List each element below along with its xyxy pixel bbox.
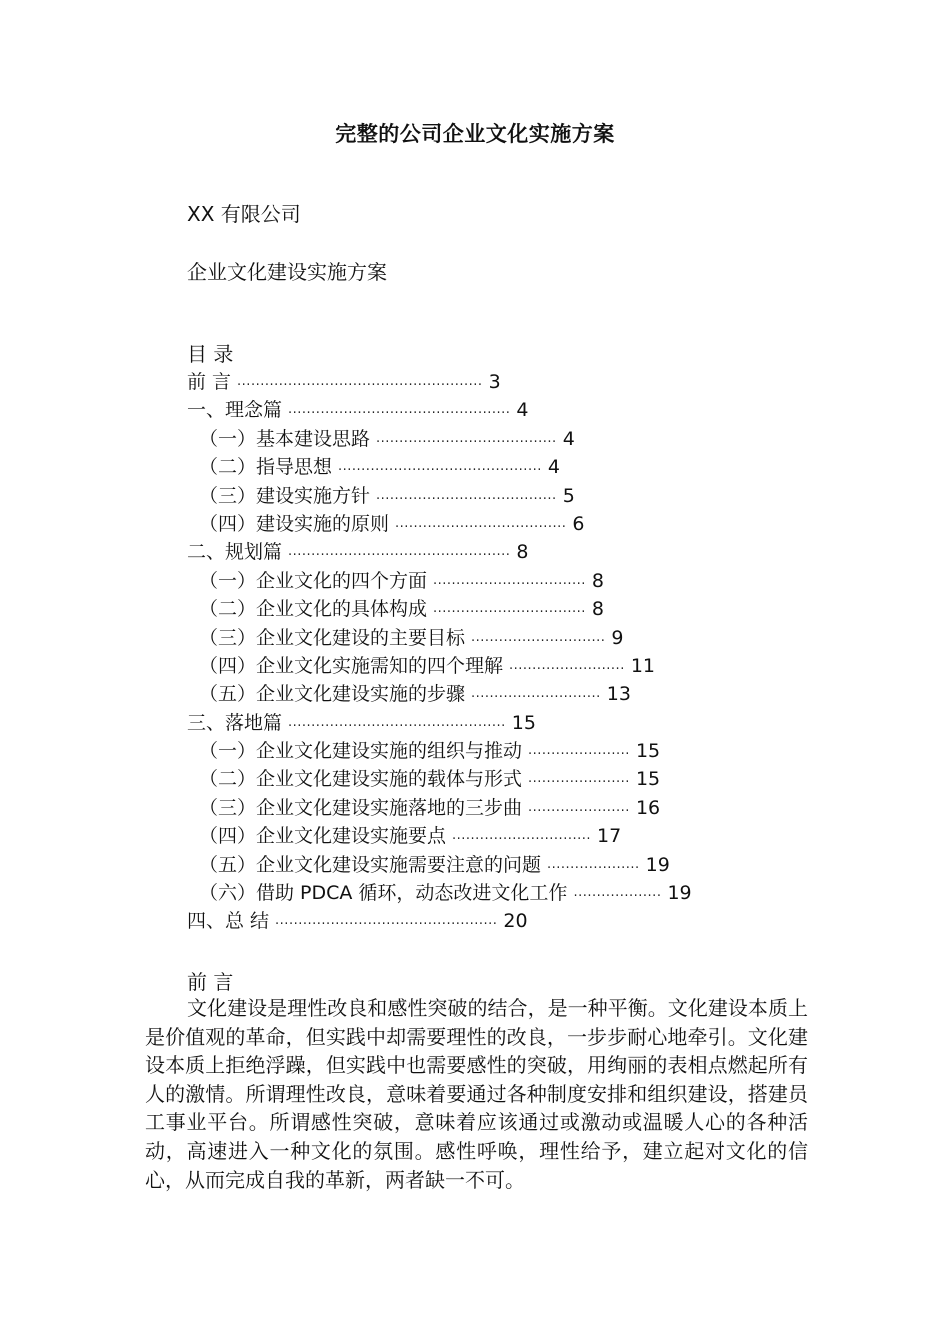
toc-entry-page: 5 [562,484,575,507]
toc-entry-page: 15 [635,768,661,791]
toc-entry-page: 8 [591,569,604,592]
toc-entry[interactable] [187,425,807,453]
document-subtitle: 企业文化建设实施方案 [187,260,387,284]
toc-entry-label: （四）建设实施的原则 [199,512,390,535]
toc-entry-label: （六）借助 PDCA 循环，动态改进文化工作 [199,882,568,905]
toc-entry-page: 8 [516,541,529,564]
toc-entry-page: 17 [597,825,622,848]
toc-entry[interactable] [187,709,807,737]
toc-entry[interactable] [187,822,807,850]
toc-entry-page: 4 [547,456,560,479]
toc-leader-dots: ..................................................... [237,374,483,389]
toc-entry[interactable] [187,737,807,765]
document-title: 完整的公司企业文化实施方案 [335,122,615,146]
toc-leader-dots: .................... [547,856,640,872]
toc-entry[interactable] [187,765,807,793]
toc-leader-dots: ............................................ [338,459,542,475]
toc-entry[interactable] [187,595,807,623]
toc-entry[interactable] [187,396,807,424]
toc-leader-dots: ....................................... [376,487,557,503]
toc-entry-page: 4 [516,399,529,422]
toc-entry-label: （三）企业文化建设的主要目标 [199,626,466,649]
toc-leader-dots: ................................. [433,572,586,588]
toc-leader-dots: ................................................ [288,402,511,418]
toc-entry-page: 15 [635,740,661,763]
toc-leader-dots: ................................................ [275,913,498,929]
toc-entry[interactable] [187,680,807,708]
toc-entry[interactable] [187,482,807,510]
toc-leader-dots: ............................ [471,686,601,702]
toc-entry-label: 前 言 [187,371,232,393]
toc-leader-dots: .............................. [452,828,591,844]
toc-entry-page: 11 [630,654,656,677]
toc-entry-page: 19 [667,882,692,905]
toc-entry-page: 8 [591,598,604,621]
toc-entry-label: 一、理念篇 [187,399,283,422]
toc-entry-page: 9 [611,626,624,649]
toc-entry-label: （二）指导思想 [199,456,333,479]
toc-entry-page: 16 [635,796,661,819]
toc-leader-dots: ................................. [433,601,586,617]
toc-leader-dots: ....................................... [376,430,557,446]
toc-entry-label: （五）企业文化建设实施需要注意的问题 [199,853,542,876]
toc-entry-label: （二）企业文化的具体构成 [199,598,428,621]
toc-leader-dots: ...................... [528,799,630,815]
toc-entry-page: 4 [562,427,575,450]
toc-leader-dots: ................................................ [288,544,511,560]
toc-leader-dots: ..................................... [395,515,567,531]
toc-entry-label: （四）企业文化实施需知的四个理解 [199,654,504,677]
toc-entry-label: （一）企业文化的四个方面 [199,569,428,592]
toc-entry[interactable] [187,538,807,566]
toc-entry-label: （五）企业文化建设实施的步骤 [199,683,466,706]
table-of-contents [187,340,807,936]
toc-entry[interactable] [187,907,807,935]
toc-entry-page: 19 [645,853,670,876]
toc-entry[interactable] [187,879,807,907]
toc-entry-label: 二、规划篇 [187,541,283,564]
company-name: XX 有限公司 [187,202,301,226]
toc-leader-dots: ......................... [509,657,625,673]
toc-entry-label: （二）企业文化建设实施的载体与形式 [199,768,523,791]
toc-leader-dots: ............................................... [288,714,506,730]
toc-leader-dots: ................... [573,885,662,901]
preface-heading: 前 言 [187,970,234,994]
toc-entry-label: （三）建设实施方针 [199,484,371,507]
toc-entry[interactable] [187,624,807,652]
toc-entry-page: 15 [511,711,536,734]
toc-entry[interactable] [187,794,807,822]
toc-entry-page: 6 [572,512,585,535]
toc-leader-dots: ...................... [528,743,630,759]
toc-entry-label: （一）基本建设思路 [199,427,371,450]
toc-entry-label: （三）企业文化建设实施落地的三步曲 [199,796,523,819]
toc-entry[interactable] [187,453,807,481]
toc-entry[interactable] [187,368,807,396]
toc-entry-page: 13 [606,683,631,706]
toc-entry-page: 20 [503,910,528,933]
toc-entry[interactable] [187,510,807,538]
toc-entry-label: 三、落地篇 [187,711,283,734]
preface-body: 文化建设是理性改良和感性突破的结合，是一种平衡。文化建设本质上是价值观的革命，但实践中却需要理性的改良，一步步耐心地牵引。文化建设本质上拒绝浮躁，但实践中也需要感性的突破，用绚丽的表相点燃起所有人的激情。所谓理性改良，意味着要通过各种制度安排和组织建设，搭建员工事业平台。所谓感性突破，意味着应该通过或激动或温暖人心的各种活动，高速进入一种文化的氛围。感性呼唤，理性给予，建立起对文化的信心，从而完成自我的革新，两者缺一不可。 [145,996,808,1192]
toc-entry[interactable] [187,567,807,595]
toc-list [187,368,807,936]
toc-entry-label: （一）企业文化建设实施的组织与推动 [199,740,523,763]
toc-leader-dots: ............................. [471,629,606,645]
toc-entry[interactable] [187,851,807,879]
toc-heading: 目 录 [187,342,234,366]
toc-entry-page: 3 [488,371,501,393]
toc-entry-label: 四、总 结 [187,910,270,933]
toc-entry-label: （四）企业文化建设实施要点 [199,825,447,848]
toc-entry[interactable] [187,652,807,680]
toc-leader-dots: ...................... [528,771,630,787]
